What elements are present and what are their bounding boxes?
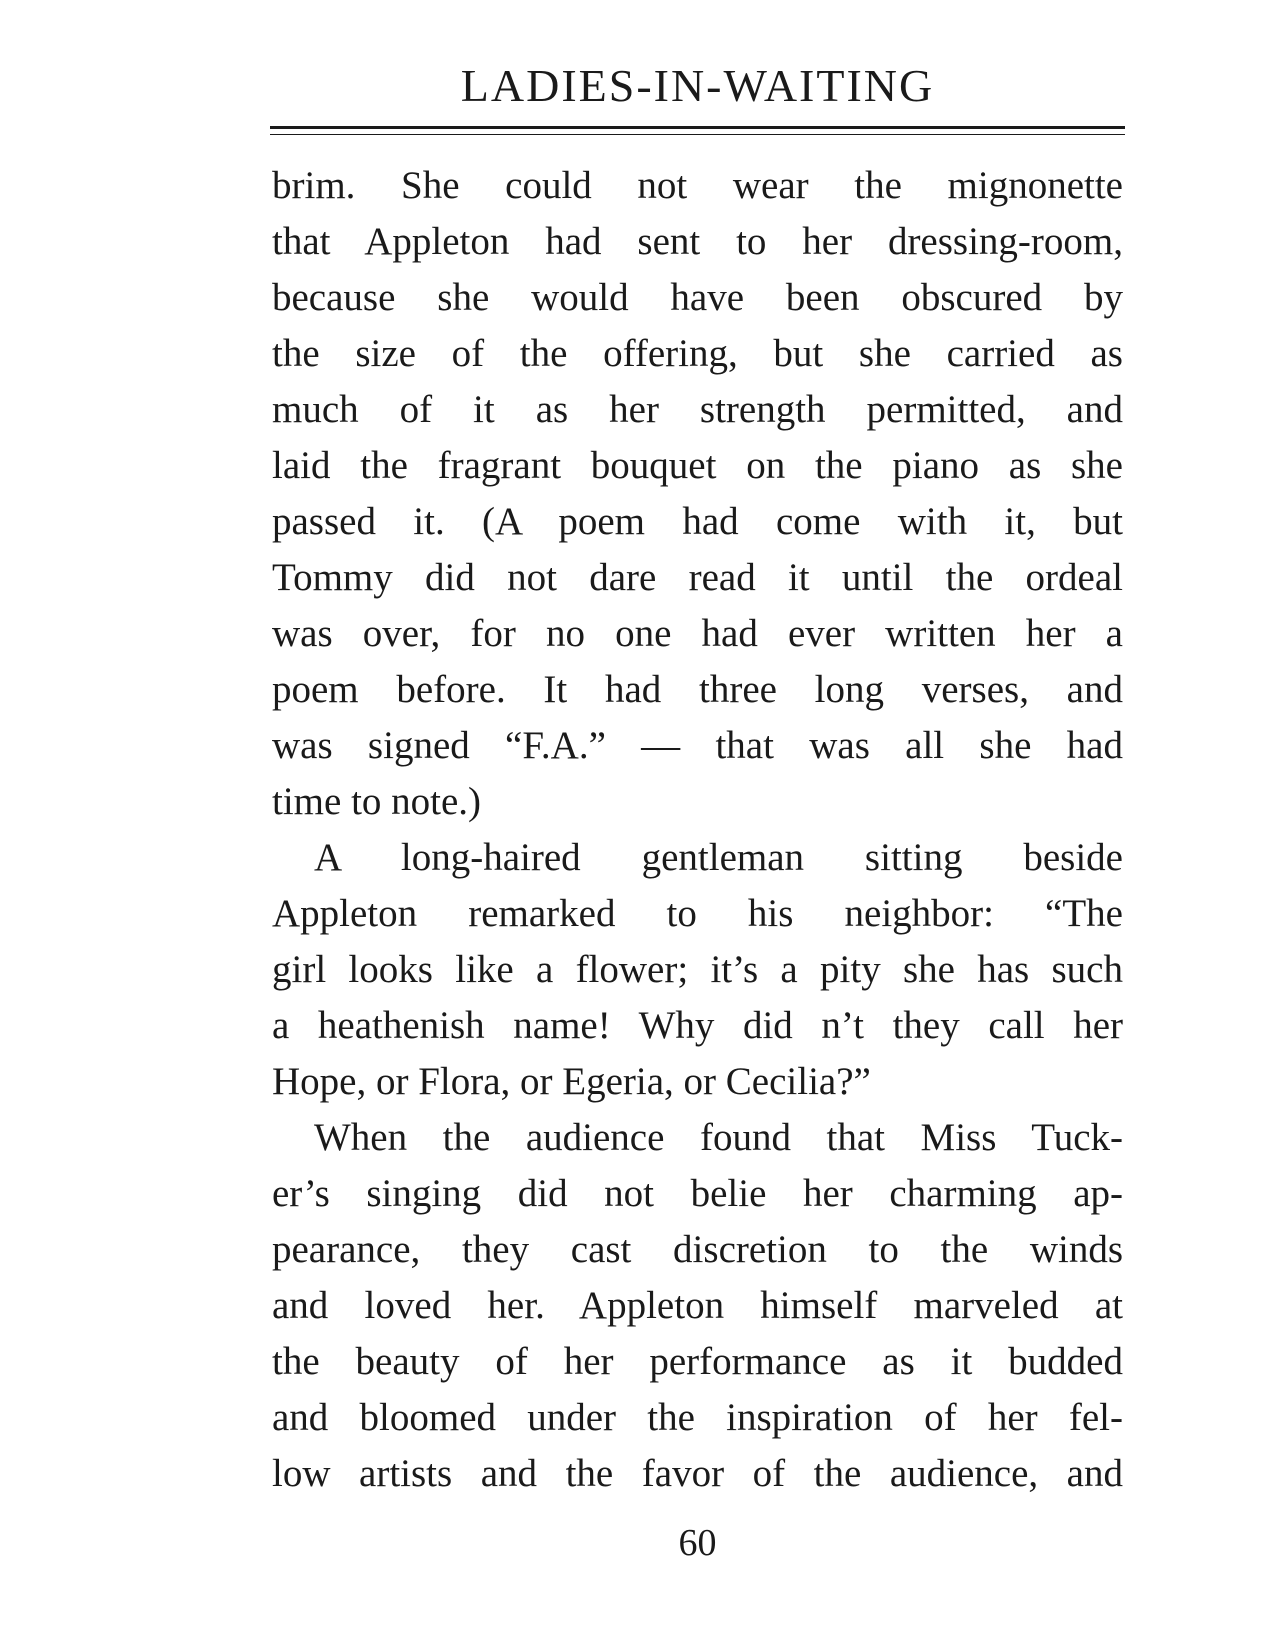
text-line: much of it as her strength permitted, and — [272, 388, 1123, 431]
text-line: that Appleton had sent to her dressing-room, — [272, 220, 1123, 263]
page-number: 60 — [678, 1522, 717, 1564]
running-title: LADIES-IN-WAITING — [460, 60, 935, 111]
text-line: a heathenish name! Why did n’t they call her — [272, 1004, 1123, 1047]
text-line: and bloomed under the inspiration of her fel- — [272, 1396, 1123, 1439]
text-line: Hope, or Flora, or Egeria, or Cecilia?” — [272, 1060, 871, 1103]
text-line: laid the fragrant bouquet on the piano as she — [272, 444, 1123, 487]
header-rule-thick — [270, 126, 1125, 129]
text-line: the beauty of her performance as it budded — [272, 1340, 1123, 1383]
text-line: was signed “F.A.” — that was all she had — [272, 724, 1123, 767]
text-line: pearance, they cast discretion to the winds — [272, 1228, 1123, 1271]
text-line: passed it. (A poem had come with it, but — [272, 500, 1123, 543]
text-line: low artists and the favor of the audience, and — [272, 1452, 1123, 1495]
text-line: A long-haired gentleman sitting beside — [314, 836, 1123, 879]
text-line: and loved her. Appleton himself marveled at — [272, 1284, 1123, 1327]
header-rule-thin — [270, 134, 1125, 135]
text-line: the size of the offering, but she carried as — [272, 332, 1123, 375]
text-line: er’s singing did not belie her charming ap- — [272, 1172, 1123, 1215]
text-line: poem before. It had three long verses, and — [272, 668, 1123, 711]
text-line: brim. She could not wear the mignonette — [272, 164, 1123, 207]
text-line: When the audience found that Miss Tuck- — [314, 1116, 1123, 1159]
text-line: time to note.) — [272, 780, 482, 823]
text-line: Appleton remarked to his neighbor: “The — [272, 892, 1123, 935]
text-line: was over, for no one had ever written her a — [272, 612, 1123, 655]
text-line: Tommy did not dare read it until the ordeal — [272, 556, 1123, 599]
text-line: girl looks like a flower; it’s a pity she has such — [272, 948, 1123, 991]
text-line: because she would have been obscured by — [272, 276, 1123, 319]
body-text — [272, 158, 1123, 1502]
